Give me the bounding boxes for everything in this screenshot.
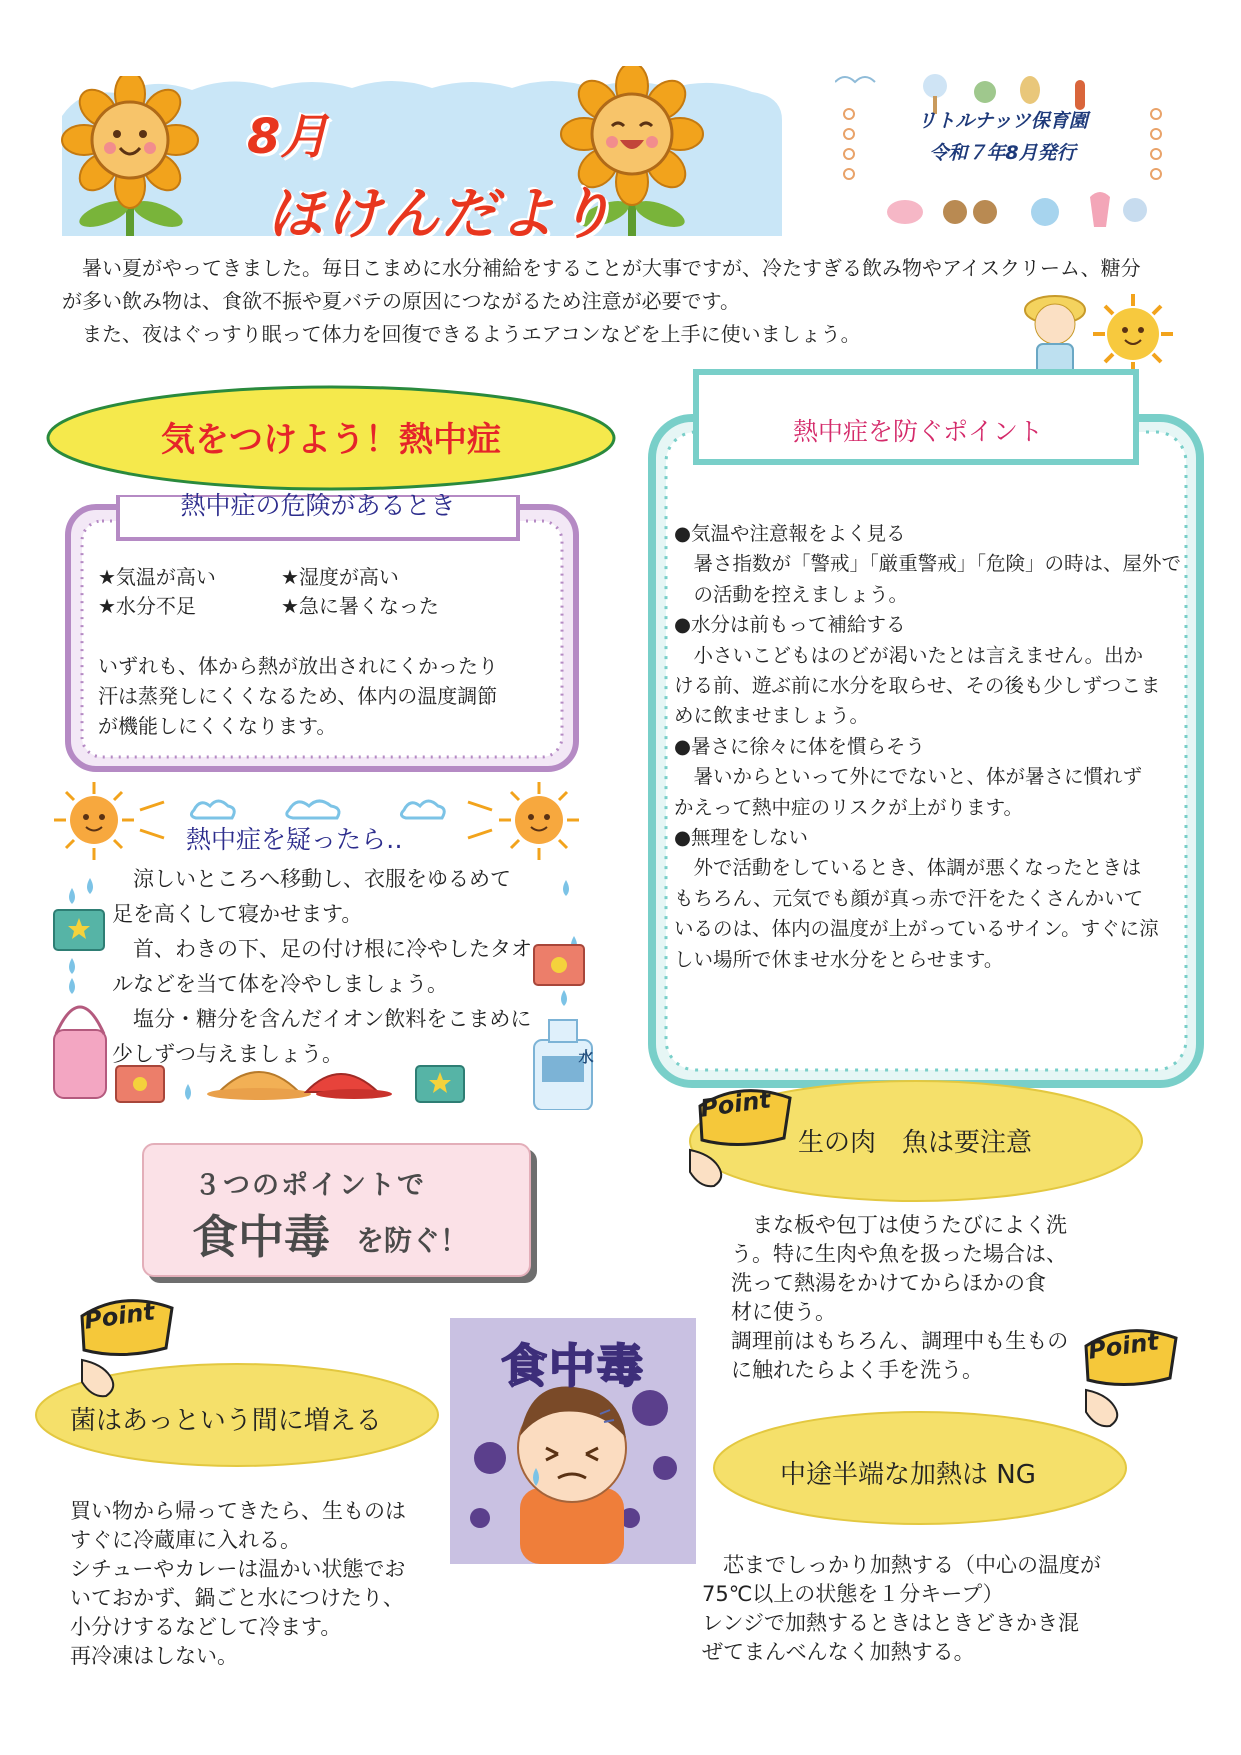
suspect-line: 少しずつ与えましょう。 [112, 1042, 343, 1066]
prevent-line: ●気温や注意報をよく見る [674, 522, 906, 545]
prevent-line: 暑いからといって外にでないと、体が暑さに慣れず [674, 765, 1143, 789]
point2-line: 小分けするなどして冷ます。 [70, 1615, 342, 1639]
point3-line: 芯までしっかり加熱する（中心の温度が [702, 1553, 1101, 1577]
danger-list [98, 563, 558, 621]
prevent-line: ける前、遊ぶ前に水分を取らせ、その後も少しずつこま [674, 674, 1161, 698]
illustration-title: 食中毒 [501, 1339, 645, 1393]
food-poisoning-title-box [142, 1143, 531, 1277]
org-name: リトルナッツ保育園 [917, 110, 1088, 132]
prevent-line: もちろん、元気でも顔が真っ赤で汗をたくさんかいて [674, 886, 1144, 910]
header-title: ほけんだより [267, 182, 615, 247]
danger-item: ★水分不足 [98, 594, 196, 618]
suspect-line: 涼しいところへ移動し、衣服をゆるめて [112, 867, 511, 891]
intro-line: 暑い夏がやってきました。毎日こまめに水分補給をすることが大事ですが、冷たすぎる飲み物やアイスクリーム、糖分 [62, 256, 1141, 280]
intro-line: が多い飲み物は、食欲不振や夏バテの原因につながるため注意が必要です。 [62, 289, 740, 313]
point2-body [70, 1497, 450, 1671]
sunflower-left-icon [54, 76, 209, 236]
intro-line: また、夜はぐっすり眠って体力を回復できるようエアコンなどを上手に使いましょう。 [62, 322, 861, 346]
suspect-line: 足を高くして寝かせます。 [112, 902, 363, 926]
prevent-line: 外で活動をしているとき、体調が悪くなったときは [674, 856, 1142, 880]
point1-line: まな板や包丁は使うたびによく洗 [731, 1213, 1067, 1237]
danger-heading: 熱中症の危険があるとき [180, 491, 456, 520]
prevent-line: いるのは、体内の温度が上がっているサイン。すぐに涼 [674, 917, 1159, 941]
point2-line: シチューやカレーは温かい状態でお [70, 1557, 406, 1581]
food-poisoning-illustration [450, 1318, 696, 1564]
point3-line: 75℃以上の状態を１分キープ） [702, 1582, 1004, 1606]
issuer-box [835, 72, 1170, 232]
issue-date: 令和７年8月発行 [929, 142, 1076, 164]
suspect-heading: 熱中症を疑ったら‥ [186, 825, 403, 854]
suspect-line: ルなどを当て体を冷やしましょう。 [112, 972, 448, 996]
suspect-body [112, 862, 542, 1072]
prevent-line: ●水分は前もって補給する [674, 613, 906, 637]
danger-body [98, 651, 558, 741]
prevent-line: かえって熱中症のリスクが上がります。 [674, 795, 1024, 819]
point2-line: いておかず、鍋ごと水につけたり、 [70, 1586, 404, 1610]
point1-heading: 生の肉 魚は要注意 [798, 1128, 1033, 1158]
prevent-line: めに飲ませましょう。 [674, 704, 870, 728]
point3-line: レンジで加熱するときはときどきかき混 [702, 1611, 1079, 1635]
point3-body [702, 1551, 1142, 1667]
bottle-label: 水 [578, 1048, 594, 1066]
point1-badge-label: Point [698, 1085, 773, 1123]
prevent-line: の活動を控えましょう。 [674, 582, 909, 606]
point1-line: 洗って熱湯をかけてからほかの食 [731, 1271, 1046, 1295]
danger-item: ★急に暑くなった [281, 594, 439, 618]
danger-item: ★湿度が高い [281, 565, 399, 589]
heatstroke-title: 気をつけよう！熱中症 [161, 420, 501, 460]
food-title-line1: ３つのポイントで [194, 1170, 426, 1201]
prevent-body [674, 519, 1184, 975]
point3-badge-label: Point [1086, 1327, 1161, 1365]
point3-line: ぜてまんべんなく加熱する。 [702, 1640, 975, 1664]
suspect-line: 首、わきの下、足の付け根に冷やしたタオ [112, 937, 532, 961]
prevent-line: ●暑さに徐々に体を慣らそう [674, 734, 926, 758]
intro-text [62, 252, 1182, 351]
header-banner [62, 76, 782, 247]
danger-line: 汗は蒸発しにくくなるため、体内の温度調節 [98, 684, 498, 708]
point2-badge-label: Point [82, 1297, 157, 1335]
point2-heading: 菌はあっという間に増える [70, 1406, 382, 1436]
prevent-line: ●無理をしない [674, 826, 809, 850]
prevent-line: 小さいこどもはのどが渇いたとは言えません。出か [674, 643, 1144, 667]
prevent-line: しい場所で休ませ水分をとらせます。 [674, 947, 1004, 971]
point1-body [731, 1211, 1111, 1385]
danger-line: いずれも、体から熱が放出されにくかったり [98, 654, 498, 678]
point2-line: 買い物から帰ってきたら、生ものは [70, 1499, 406, 1523]
point1-line: 調理前はもちろん、調理中も生もの [731, 1329, 1069, 1353]
point1-line: 材に使う。 [731, 1300, 836, 1324]
food-title-big: 食中毒 [192, 1210, 330, 1264]
point3-heading: 中途半端な加熱は NG [780, 1460, 1036, 1490]
danger-item: ★気温が高い [98, 565, 216, 589]
header-title-month: 8月 [247, 109, 329, 165]
point1-line: う。特に生肉や魚を扱った場合は、 [731, 1242, 1067, 1266]
point2-line: すぐに冷蔵庫に入れる。 [70, 1528, 301, 1552]
point1-line: に触れたらよく手を洗う。 [731, 1358, 983, 1382]
suspect-line: 塩分・糖分を含んだイオン飲料をこまめに [112, 1007, 532, 1031]
food-title-suffix: を防ぐ！ [356, 1224, 469, 1257]
prevent-heading: 熱中症を防ぐポイント [792, 417, 1043, 446]
danger-line: が機能しにくくなります。 [98, 714, 337, 738]
prevent-line: 暑さ指数が「警戒」「厳重警戒」「危険」の時は、屋外で [674, 552, 1182, 576]
point2-line: 再冷凍はしない。 [70, 1644, 238, 1668]
